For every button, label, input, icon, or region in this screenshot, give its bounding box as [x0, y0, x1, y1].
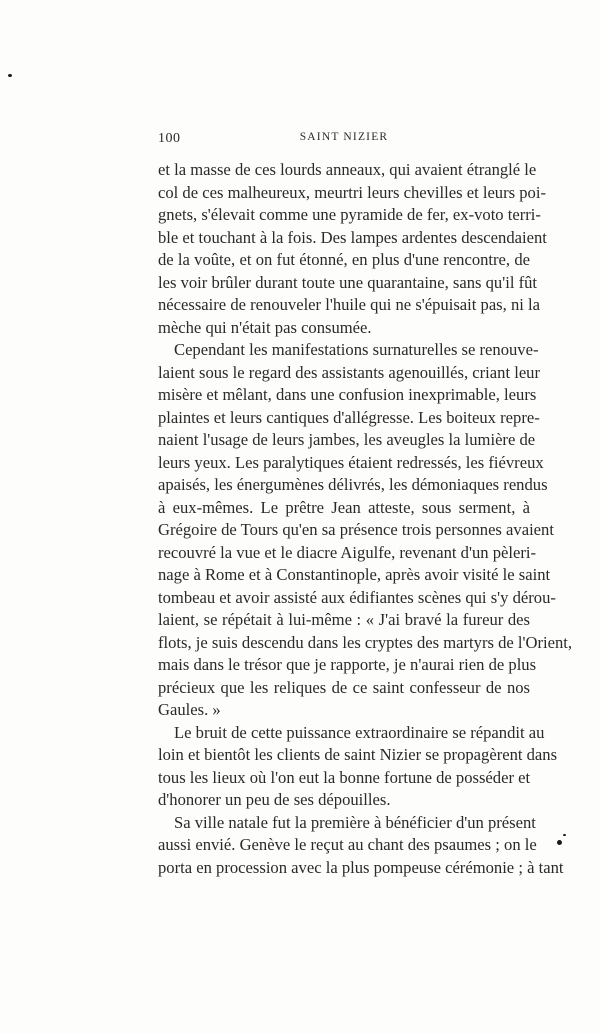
margin-speck	[557, 840, 562, 845]
text-line: nage à Rome et à Constantinople, après avoir visité le saint	[158, 565, 551, 584]
margin-speck	[563, 834, 566, 836]
text-line: gnets, s'élevait comme une pyramide de fer, ex-voto terri-	[158, 205, 541, 224]
body-text	[158, 159, 573, 879]
margin-speck	[8, 74, 12, 77]
text-line: à eux-mêmes. Le prêtre Jean atteste, sous serment, à	[158, 497, 530, 517]
text-line: recouvré la vue et le diacre Aigulfe, revenant d'un pèleri-	[158, 542, 537, 562]
text-line: Le bruit de cette puissance extraordinaire se répandit au	[174, 722, 545, 742]
text-line: porta en procession avec la plus pompeuse cérémonie ; à tant	[158, 857, 564, 877]
text-line: et la masse de ces lourds anneaux, qui avaient étranglé le	[158, 160, 537, 179]
text-line: tombeau et avoir assisté aux édifiantes scènes qui s'y dérou-	[158, 587, 556, 607]
text-line: apaisés, les énergumènes délivrés, les démoniaques rendus	[158, 475, 548, 494]
text-line: précieux que les reliques de ce saint confesseur de nos	[158, 677, 530, 697]
text-line: Sa ville natale fut la première à bénéficier d'un présent	[174, 812, 536, 832]
text-line: plaintes et leurs cantiques d'allégresse. Les boiteux repre-	[158, 407, 540, 427]
text-line: col de ces malheureux, meurtri leurs chevilles et leurs poi-	[158, 182, 546, 202]
text-line: laient sous le regard des assistants agenouillés, criant leur	[158, 362, 541, 382]
text-line: aussi envié. Genève le reçut au chant des psaumes ; on le	[158, 835, 537, 854]
text-line: ble et touchant à la fois. Des lampes ardentes descendaient	[158, 227, 547, 247]
text-line: Gaules. »	[158, 700, 221, 719]
text-line: nécessaire de renouveler l'huile qui ne s'épuisait pas, ni la	[158, 295, 540, 314]
text-line: laient, se répétait à lui-même : « J'ai bravé la fureur des	[158, 610, 530, 629]
text-line: flots, je suis descendu dans les cryptes des martyrs de l'Orient,	[158, 632, 573, 652]
text-line: mèche qui n'était pas consumée.	[158, 317, 372, 337]
text-line: Grégoire de Tours qu'en sa présence trois personnes avaient	[158, 520, 554, 539]
page-number: 100	[158, 131, 181, 146]
running-title: SAINT NIZIER	[299, 131, 389, 143]
text-line: naient l'usage de leurs jambes, les aveugles la lumière de	[158, 430, 536, 449]
text-line: loin et bientôt les clients de saint Nizier se propagèrent dans	[158, 745, 558, 764]
text-line: les voir brûler durant toute une quarantaine, sans qu'il fût	[158, 272, 538, 292]
text-line: leurs yeux. Les paralytiques étaient redressés, les fiévreux	[158, 452, 544, 472]
text-line: Cependant les manifestations surnaturelles se renouve-	[174, 340, 539, 359]
text-line: tous les lieux où l'on eut la bonne fortune de posséder et	[158, 767, 531, 787]
text-line: d'honorer un peu de ses dépouilles.	[158, 790, 391, 809]
running-head	[158, 131, 530, 151]
text-line: de la voûte, et on fut étonné, en plus d'une rencontre, de	[158, 250, 530, 269]
text-line: mais dans le trésor que je rapporte, je n'aurai rien de plus	[158, 655, 537, 674]
text-line: misère et mêlant, dans une confusion inexprimable, leurs	[158, 385, 537, 404]
